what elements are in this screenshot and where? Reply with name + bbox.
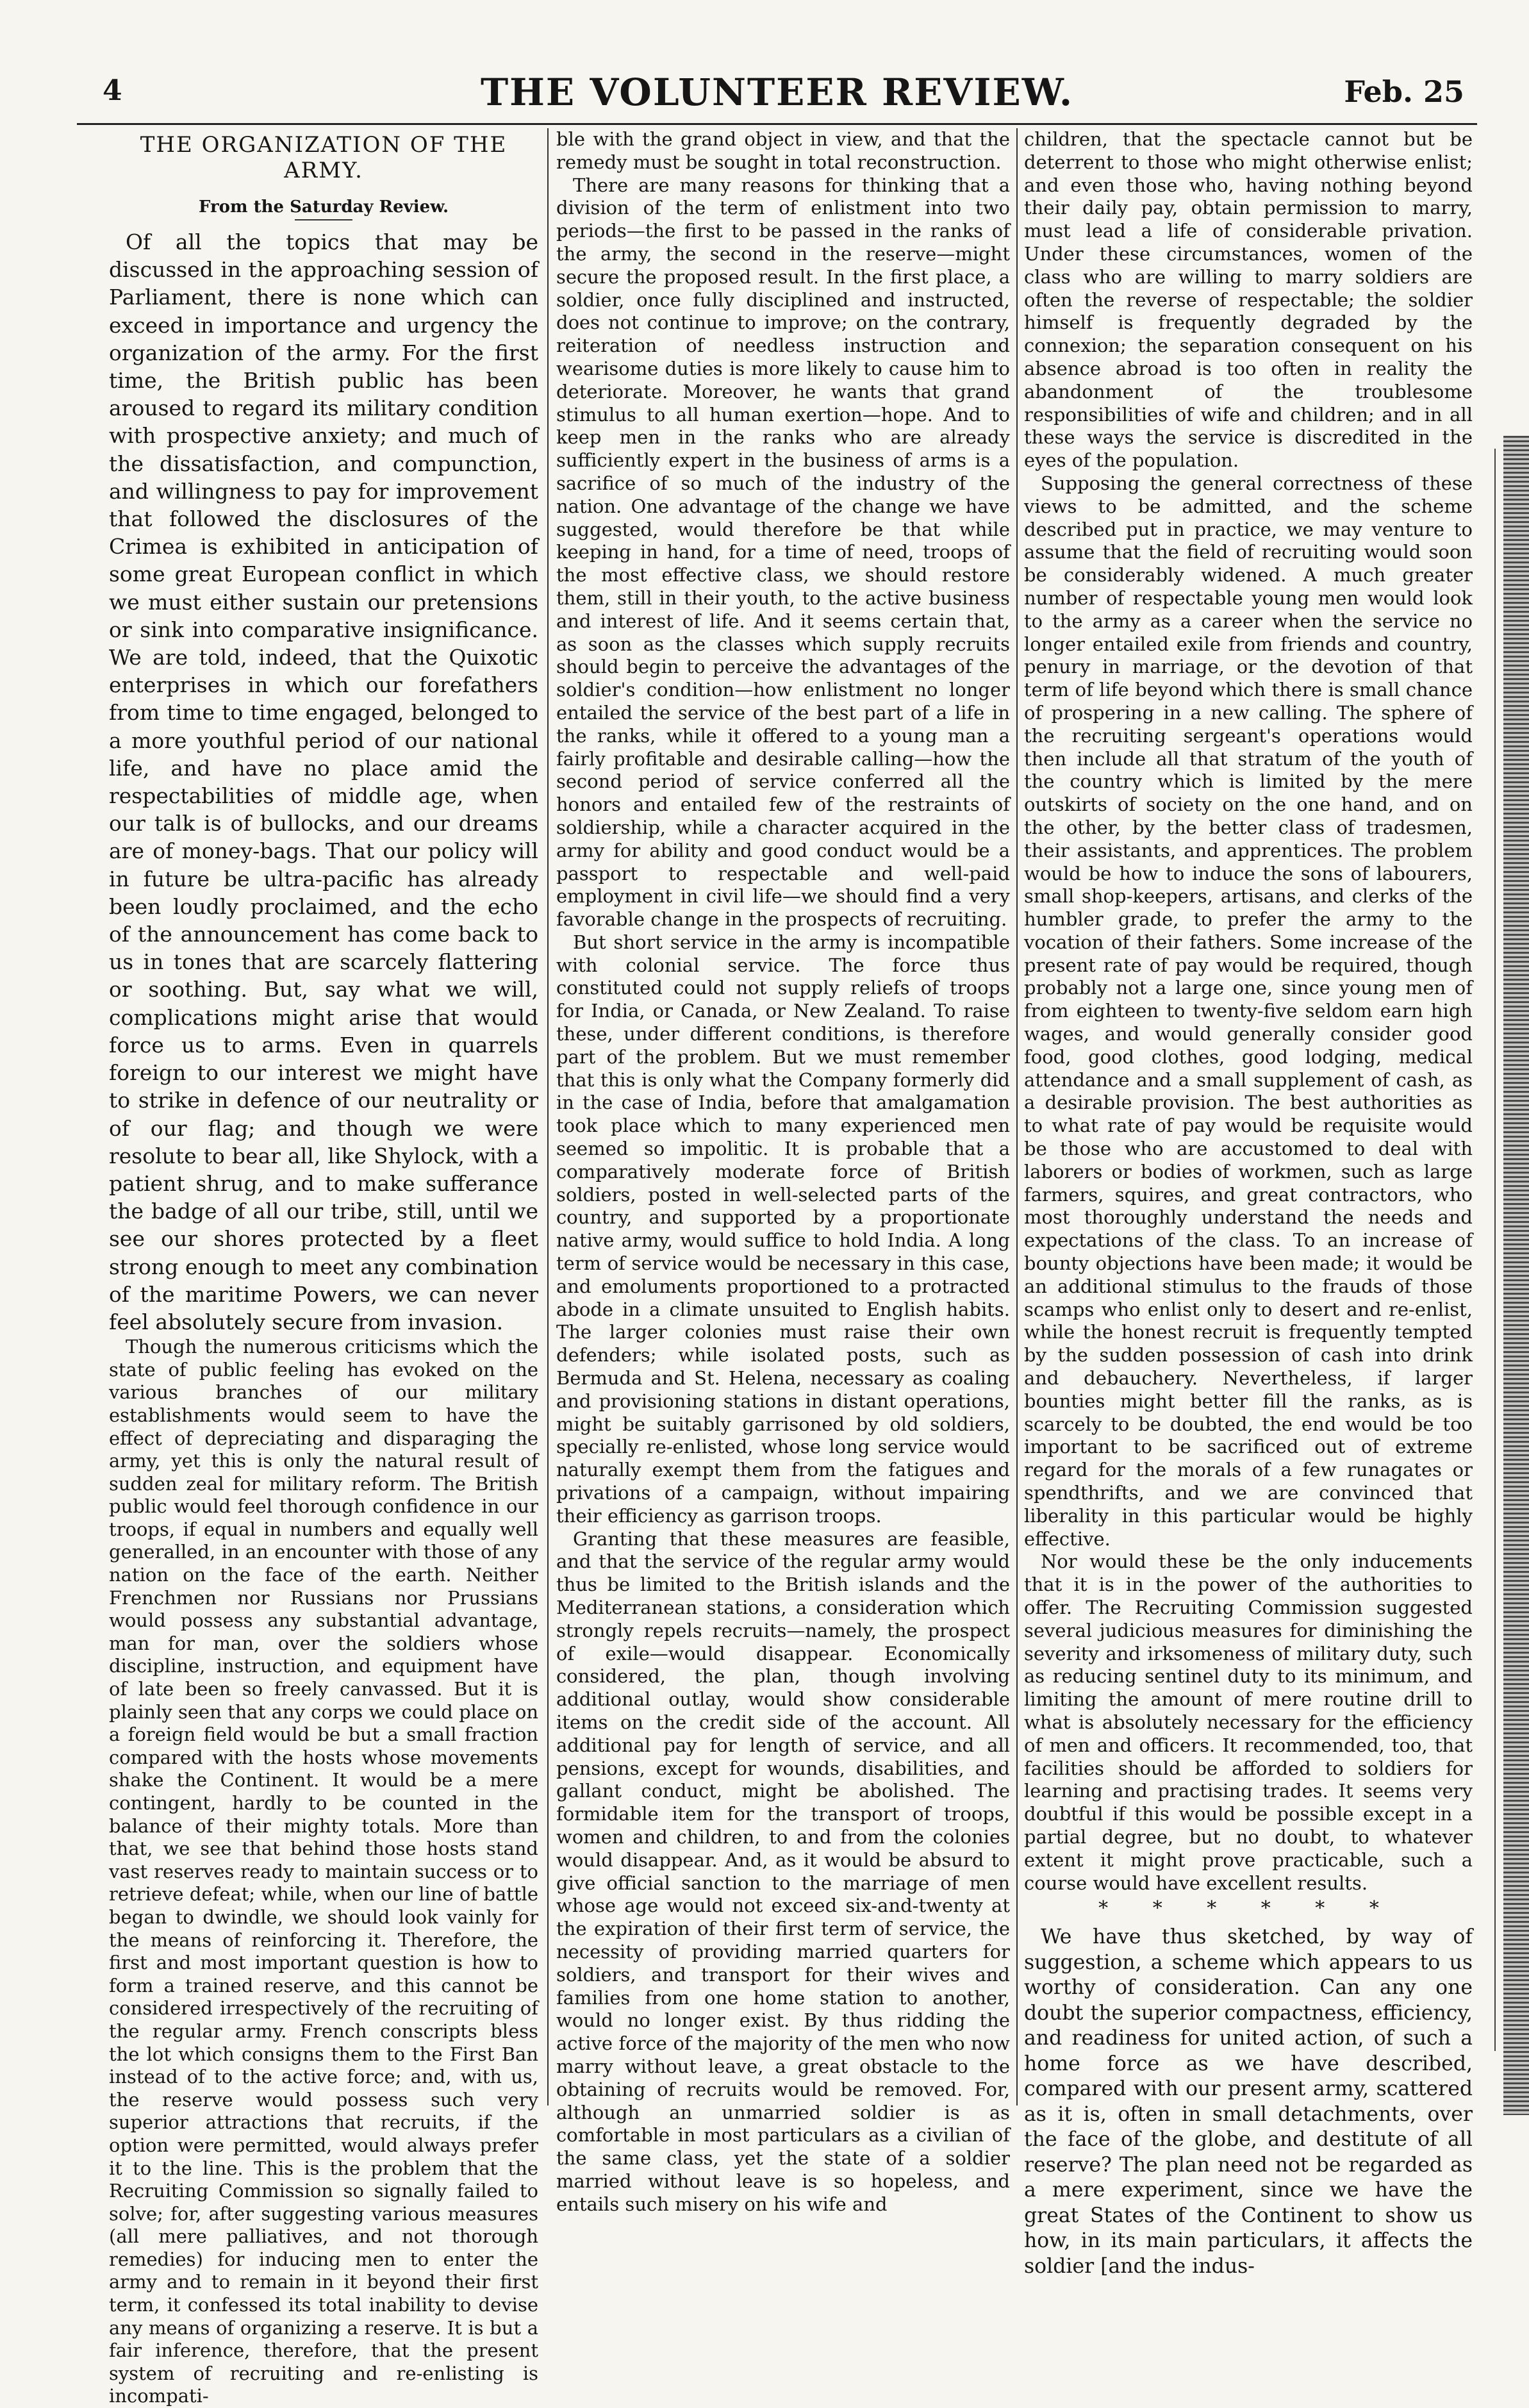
column-3 [1024, 128, 1473, 2278]
binding-rule [1494, 449, 1496, 2051]
paragraph: We have thus sketched, by way of suggestion, a scheme which appears to us worthy of consideration. Can any one doubt the superior compactness, efficiency, and readiness for united action, of such a home force as we have described, compared with our present army, scattered as it is, often in small detachments, over the face of the globe, and destitute of all reserve? The plan need not be regarded as a mere experiment, since we have the great States of the Continent to show us how, in its main particulars, it affects the soldier [and the indus- [1024, 1925, 1473, 2278]
column-1 [109, 128, 538, 2407]
paragraph: Supposing the general correctness of these views to be admitted, and the scheme described put in practice, we may venture to assume that the field of recruiting would soon be considerably widened. A much greater number of respectable young men would look to the army as a career when the service no longer entailed exile from friends and country, penury in marriage, or the devotion of that term of life beyond which there is small chance of prospering in a new calling. The sphere of the recruiting sergeant's operations would then include all that stratum of the youth of the country which is limited by the mere outskirts of society on the one hand, and on the other, by the better class of tradesmen, their assistants, and apprentices. The problem would be how to induce the sons of labourers, small shop-keepers, artisans, and clerks of the humbler grade, to prefer the army to the vocation of their fathers. Some increase of the present rate of pay would be required, though probably not a large one, since young men of from eighteen to twenty-five seldom earn high wages, and would generally consider good food, good clothes, good lodging, medical attendance and a small supplement of cash, as a desirable provision. The best authorities as to what rate of pay would be requisite would be those who are accustomed to deal with laborers or bodies of workmen, such as large farmers, squires, and great contractors, who most thoroughly understand the needs and expectations of the class. To an increase of bounty objections have been made; it would be an additional stimulus to the frauds of those scamps who enlist only to desert and re-enlist, while the honest recruit is frequently tempted by the sudden possession of cash into drink and debauchery. Nevertheless, if larger bounties might better fill the ranks, as is scarcely to be doubted, the end would be too important to be sacrificed out of extreme regard for the morals of a few runagates or spendthrifts, and we are convinced that liberality in this particular would be highly effective. [1024, 472, 1473, 1550]
paragraph: Nor would these be the only inducements that it is in the power of the authorities to offer. The Recruiting Commission suggested several judicious measures for diminishing the severity and irksomeness of military duty, such as reducing sentinel duty to its minimum, and limiting the amount of mere routine drill to what is absolutely necessary for the efficiency of men and officers. It recommended, too, that facilities should be afforded to soldiers for learning and practising trades. It seems very doubtful if this would be possible except in a partial degree, but no doubt, to whatever extent it might prove practicable, such a course would have excellent results. [1024, 1550, 1473, 1894]
column-2 [556, 128, 1010, 2215]
newspaper-title: THE VOLUNTEER REVIEW. [480, 71, 1074, 114]
paragraph: Of all the topics that may be discussed in the approaching session of Parliament, there is none which can exceed in importance and urgency the organization of the army. For the first time, the British public has been aroused to regard its military condition with prospective anxiety; and much of the dissatisfaction, and compunction, and willingness to pay for improvement that followed the disclosures of the Crimea is exhibited in anticipation of some great European conflict in which we must either sustain our pretensions or sink into comparative insignificance. We are told, indeed, that the Quixotic enterprises in which our forefathers from time to time engaged, belonged to a more youthful period of our national life, and have no place amid the respectabilities of middle age, when our talk is of bullocks, and our dreams are of money-bags. That our policy will in future be ultra-pacific has already been loudly proclaimed, and the echo of the announcement has come back to us in tones that are scarcely flattering or soothing. But, say what we will, complications might arise that would force us to arms. Even in quarrels foreign to our interest we might have to strike in defence of our neutrality or of our flag; and though we were resolute to bear all, like Shylock, with a patient shrug, and to make sufferance the badge of all our tribe, still, until we see our shores protected by a fleet strong enough to meet any combination of the maritime Powers, we can never feel absolutely secure from invasion. [109, 229, 538, 1334]
paragraph: Though the numerous criticisms which the state of public feeling has evoked on the various branches of our military establishments would seem to have the effect of depreciating and disparaging the army, yet this is only the natural result of sudden zeal for military reform. The British public would feel thorough confidence in our troops, if equal in numbers and equally well generalled, in an encounter with those of any nation on the face of the earth. Neither Frenchmen nor Russians nor Prussians would possess any substantial advantage, man for man, over the soldiers whose discipline, instruction, and equipment have of late been so freely canvassed. But it is plainly seen that any corps we could place on a foreign field would be but a small fraction compared with the hosts whose movements shake the Continent. It would be a mere contingent, hardly to be counted in the balance of their mighty totals. More than that, we see that behind those hosts stand vast reserves ready to maintain success or to retrieve defeat; while, when our line of battle began to dwindle, we should look vainly for the means of reinforcing it. Therefore, the first and most important question is how to form a trained reserve, and this cannot be considered irrespectively of the recruiting of the regular army. French conscripts bless the lot which consigns them to the First Ban instead of to the active force; and, with us, the reserve would possess such very superior attractions that recruits, if the option were permitted, would always prefer it to the line. This is the problem that the Recruiting Commission so signally failed to solve; for, after suggesting various measures (all mere palliatives, and not thorough remedies) for inducing men to enter the army and to remain in it beyond their first term, it confessed its total inability to devise any means of organizing a reserve. It is but a fair inference, therefore, that the present system of recruiting and re-enlisting is incompati- [109, 1336, 538, 2407]
page-number: 4 [103, 74, 122, 107]
column-rule [1016, 128, 1018, 2105]
page-header [77, 71, 1477, 125]
binding-edge [1503, 436, 1529, 2115]
article-source: From the Saturday Review. [198, 197, 449, 217]
paragraph: ble with the grand object in view, and that the remedy must be sought in total reconstruction. [556, 128, 1010, 173]
column-rule [547, 128, 549, 2105]
paragraph: Granting that these measures are feasible, and that the service of the regular army would thus be limited to the British islands and the Mediterranean stations, a consideration which strongly repels recruits—namely, the prospect of exile—would disappear. Economically considered, the plan, though involving additional outlay, would show considerable items on the credit side of the account. All additional pay for length of service, and all pensions, except for wounds, disabilities, and gallant conduct, might be abolished. The formidable item for the transport of troops, women and children, to and from the colonies would disappear. And, as it would be absurd to give official sanction to the marriage of men whose age would not exceed six-and-twenty at the expiration of their first term of service, the necessity of providing married quarters for soldiers, and transport for their wives and families from one home station to another, would no longer exist. By thus ridding the active force of the majority of the men who now marry without leave, a great obstacle to the obtaining of recruits would be removed. For, although an unmarried soldier is as comfortable in most particulars as a civilian of the same class, yet the state of a soldier married without leave is so hopeless, and entails such misery on his wife and [556, 1527, 1010, 2215]
article-title: THE ORGANIZATION OF THE ARMY. [140, 132, 508, 183]
paragraph: children, that the spectacle cannot but be deterrent to those who might otherwise enlist; and even those who, having nothing beyond their daily pay, obtain permission to marry, must lead a life of considerable privation. Under these circumstances, women of the class who are willing to marry soldiers are often the reverse of respectable; the soldier himself is frequently degraded by the connexion; the separation consequent on his absence abroad is too often in reality the abandonment of the troublesome responsibilities of wife and children; and in all these ways the service is discredited in the eyes of the population. [1024, 128, 1473, 472]
section-separator: * * * * * * [1098, 1897, 1398, 1920]
paragraph: But short service in the army is incompatible with colonial service. The force thus constituted could not supply reliefs of troops for India, or Canada, or New Zealand. To raise these, under different conditions, is therefore part of the problem. But we must remember that this is only what the Company formerly did in the case of India, before that amalgamation took place which to many experienced men seemed so impolitic. It is probable that a comparatively moderate force of British soldiers, posted in well-selected parts of the country, and supported by a proportionate native army, would suffice to hold India. A long term of service would be necessary in this case, and emoluments proportioned to a protracted abode in a climate unsuited to English habits. The larger colonies must raise their own defenders; while isolated posts, such as Bermuda and St. Helena, necessary as coaling and provisioning stations in distant operations, might be suitably garrisoned by old soldiers, specially re-enlisted, whose long service would naturally exempt them from the fatigues and privations of a campaign, without impairing their efficiency as garrison troops. [556, 931, 1010, 1527]
paragraph: There are many reasons for thinking that a division of the term of enlistment into two periods—the first to be passed in the ranks of the army, the second in the reserve—might secure the proposed result. In the first place, a soldier, once fully disciplined and instructed, does not continue to improve; on the contrary, reiteration of needless instruction and wearisome duties is more likely to cause him to deteriorate. Moreover, he wants that grand stimulus to all human exertion—hope. And to keep men in the ranks who are already sufficiently expert in the business of arms is a sacrifice of so much of the industry of the nation. One advantage of the change we have suggested, would therefore be that while keeping in hand, for a time of need, troops of the most effective class, we should restore them, still in their youth, to the active business and interest of life. And it seems certain that, as soon as the classes which supply recruits should begin to perceive the advantages of the soldier's condition—how enlistment no longer entailed the service of the best part of a life in the ranks, while it offered to a young man a fairly profitable and desirable calling—how the second period of service conferred all the honors and entailed few of the restraints of soldiership, while a character acquired in the army for ability and good conduct would be a passport to respectable and well-paid employment in civil life—we should find a very favorable change in the prospects of recruiting. [556, 174, 1010, 931]
issue-date: Feb. 25 [1344, 74, 1464, 109]
source-divider [295, 219, 352, 220]
